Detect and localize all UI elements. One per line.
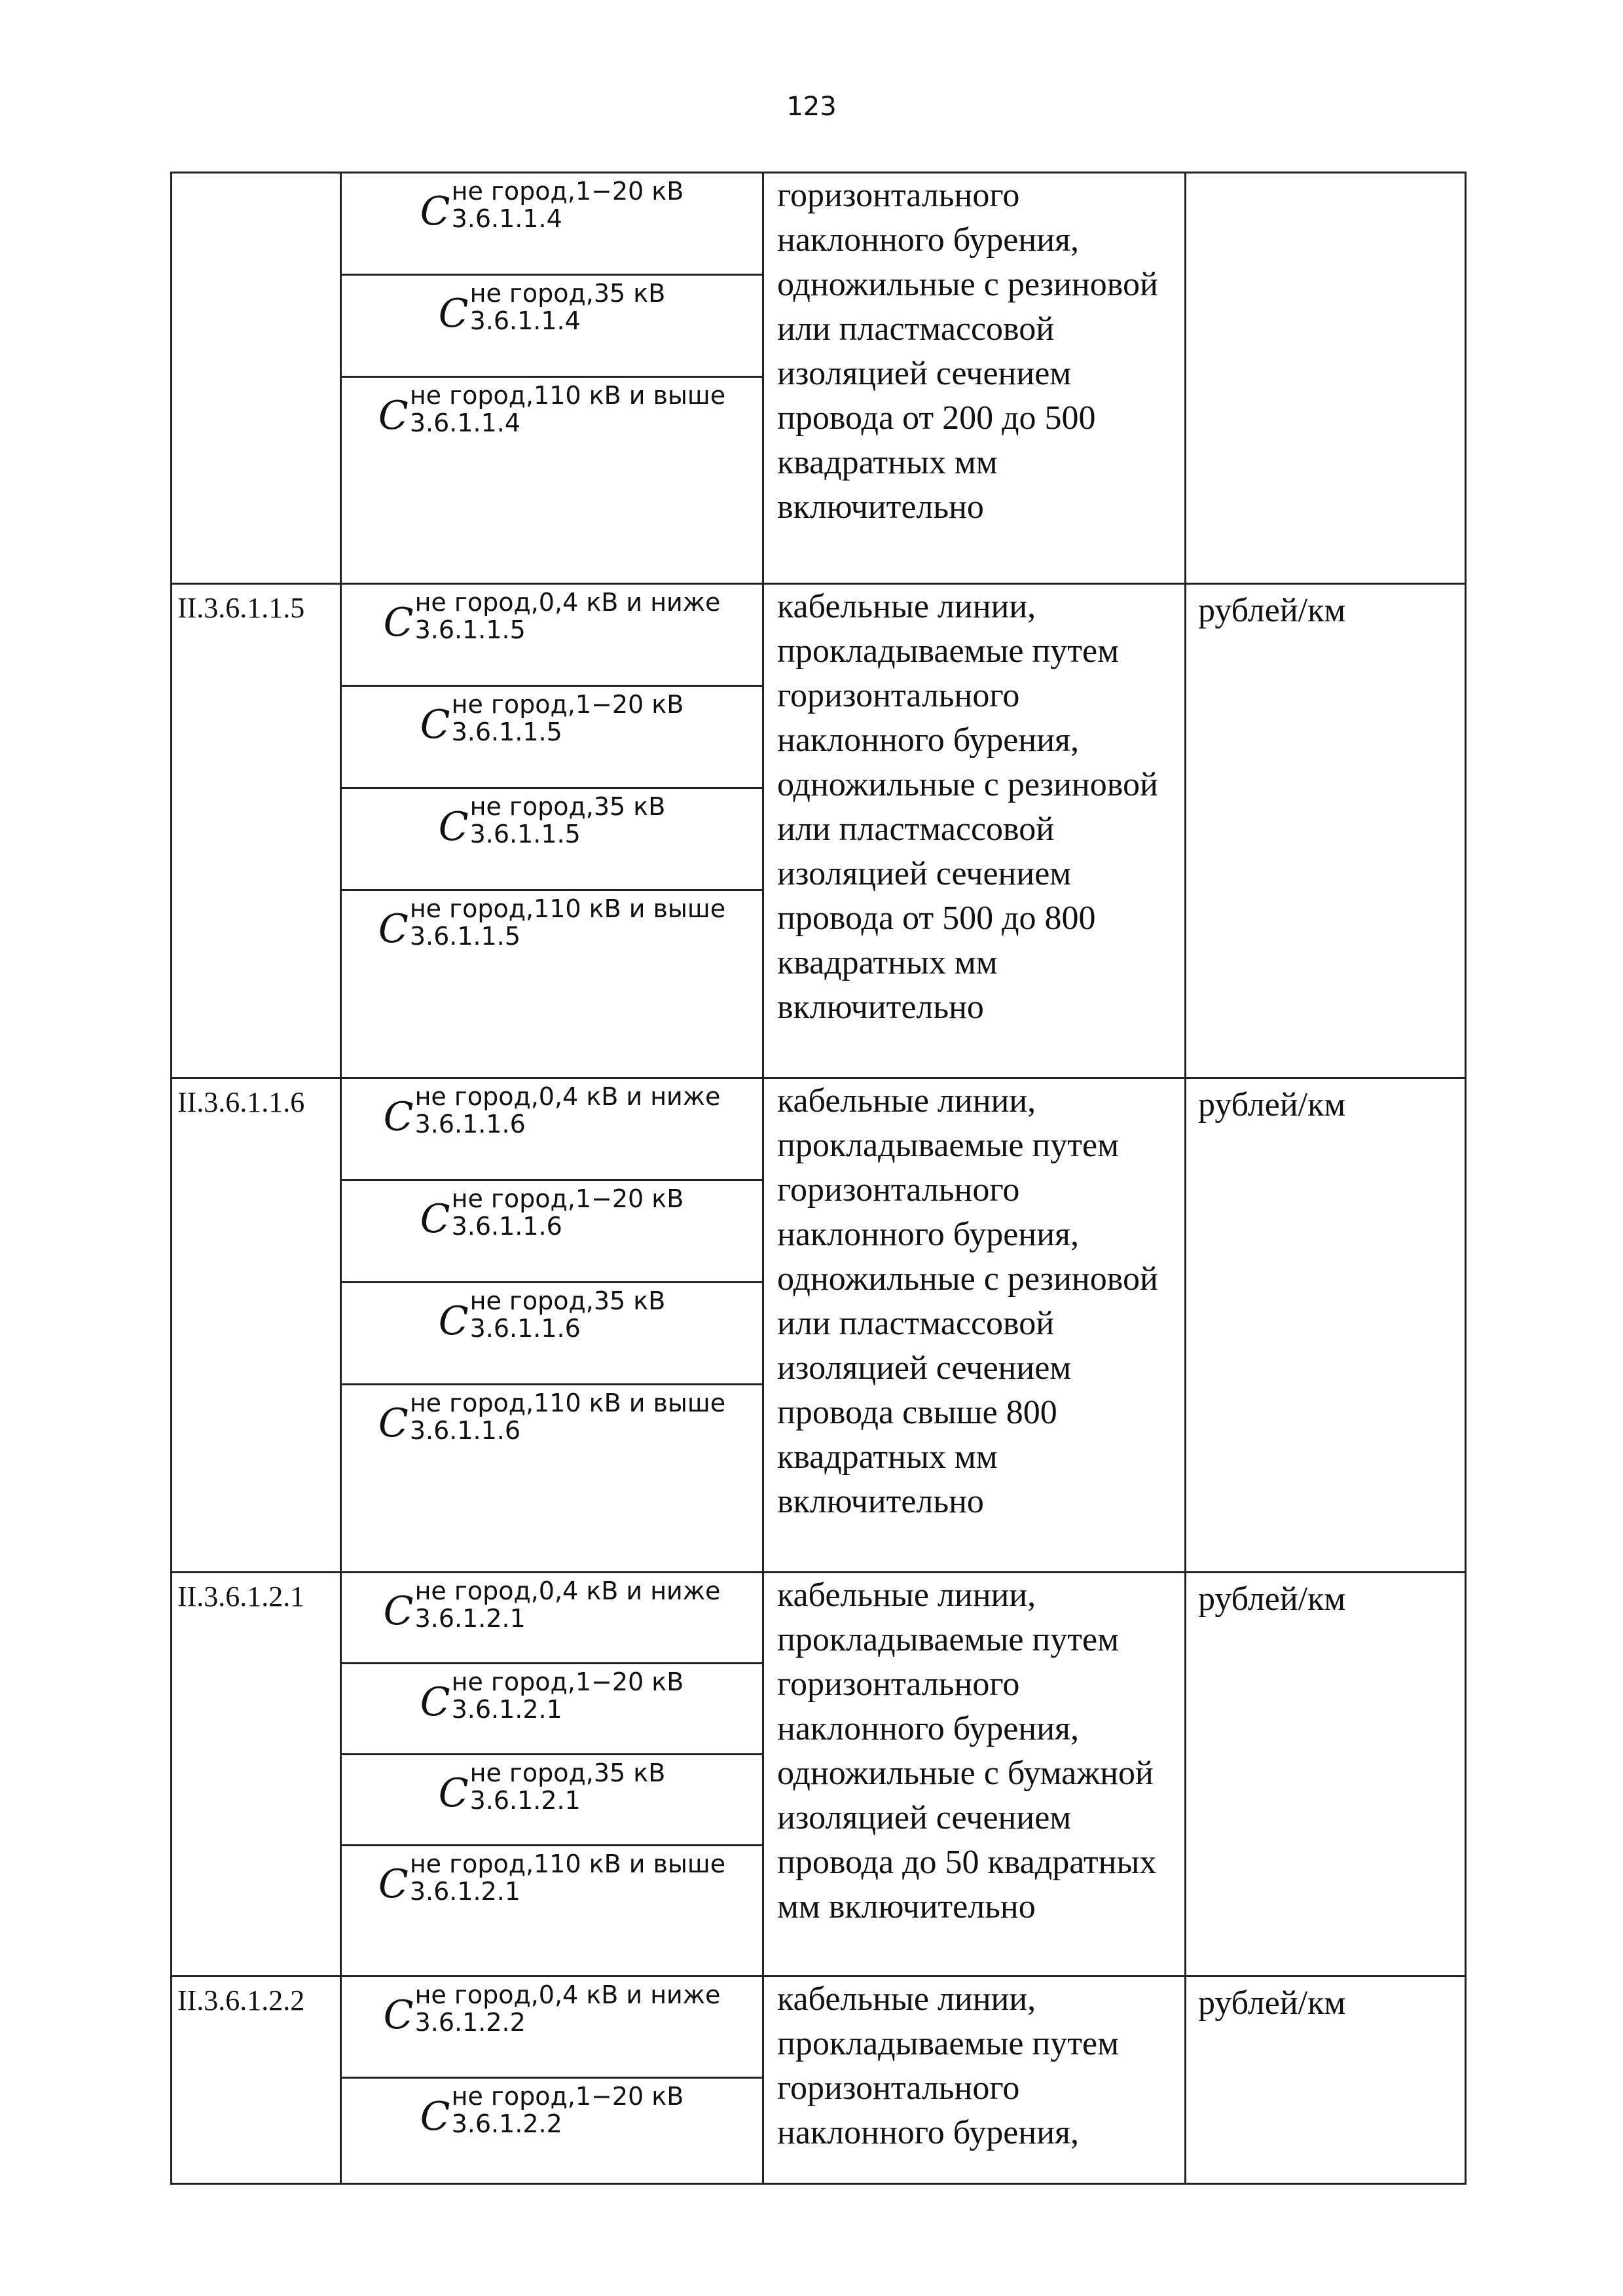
formula-superscript: не город,1−20 кВ <box>451 2082 684 2111</box>
variable-symbol <box>342 1573 762 1664</box>
variable-symbol <box>342 1977 762 2079</box>
variable-symbol <box>342 585 762 687</box>
formula-superscript: не город,35 кВ <box>469 279 666 308</box>
table-row <box>172 584 1466 1078</box>
table-row <box>172 1078 1466 1573</box>
unit-cell <box>1186 1573 1466 1977</box>
row-code <box>172 173 340 180</box>
variable-symbol <box>342 687 762 789</box>
formula <box>384 1977 721 2036</box>
formula-letter: C <box>378 1861 409 1907</box>
formula-letter: C <box>420 2094 450 2140</box>
formula-scripts <box>452 1185 684 1240</box>
row-code: II.3.6.1.2.2 <box>177 1984 305 2016</box>
formula-superscript: не город,0,4 кВ и ниже <box>414 1082 721 1111</box>
table-row <box>172 1573 1466 1977</box>
page-number: 123 <box>786 92 837 122</box>
tariff-table <box>170 172 1467 2185</box>
row-code-cell <box>172 173 341 584</box>
formula-subscript: 3.6.1.2.1 <box>414 1604 526 1633</box>
formula <box>420 1664 684 1723</box>
row-unit <box>1186 173 1465 177</box>
variables-list <box>342 585 762 1077</box>
variable-symbol <box>342 1181 762 1283</box>
formula <box>439 1755 666 1814</box>
formula-superscript: не город,1−20 кВ <box>451 690 684 719</box>
formula-subscript: 3.6.1.1.4 <box>451 204 562 233</box>
unit-cell <box>1186 1078 1466 1573</box>
formula-letter: C <box>420 1679 450 1725</box>
formula-superscript: не город,1−20 кВ <box>451 1184 684 1213</box>
formula-scripts <box>470 1759 666 1814</box>
variable-symbol <box>342 1846 762 1975</box>
formula-letter: C <box>438 1770 469 1816</box>
row-description: кабельные линии, прокладываемые путем горизонтального наклонного бурения, одножильные с бумажной изоляцией сечением провода до 50 квадратных мм включительно <box>777 1576 1157 1925</box>
variable-symbol <box>342 1755 762 1846</box>
formula-subscript: 3.6.1.1.6 <box>414 1110 526 1139</box>
formula <box>439 1283 666 1342</box>
row-description: кабельные линии, прокладываемые путем горизонтального наклонного бурения, <box>777 1980 1120 2151</box>
formula-subscript: 3.6.1.1.4 <box>409 409 521 437</box>
description-cell <box>763 1977 1186 2184</box>
formula-superscript: не город,35 кВ <box>469 1758 666 1787</box>
formula-letter: C <box>383 1588 414 1634</box>
formula-subscript: 3.6.1.2.2 <box>451 2109 562 2138</box>
formula <box>384 585 721 644</box>
formula-letter: C <box>420 702 450 748</box>
formula-scripts <box>410 1850 725 1905</box>
variable-symbol <box>342 378 762 583</box>
description-cell <box>763 1573 1186 1977</box>
unit-cell <box>1186 1977 1466 2184</box>
formula <box>439 276 666 335</box>
formula-scripts <box>452 691 684 746</box>
row-code: II.3.6.1.2.1 <box>177 1580 305 1613</box>
variables-list <box>342 1573 762 1975</box>
formula-subscript: 3.6.1.1.6 <box>409 1416 521 1445</box>
table-row <box>172 1977 1466 2184</box>
formula-subscript: 3.6.1.1.5 <box>409 922 521 951</box>
formula-letter: C <box>420 1196 450 1242</box>
formula-subscript: 3.6.1.1.6 <box>469 1314 581 1343</box>
row-description: кабельные линии, прокладываемые путем горизонтального наклонного бурения, одножильные с резиновой или пластмассовой изоляцией сечением провода свыше 800 квадратных мм включительно <box>777 1082 1158 1520</box>
formula-subscript: 3.6.1.2.1 <box>469 1786 581 1815</box>
formula-letter: C <box>438 804 469 850</box>
formula <box>420 1181 684 1240</box>
variable-symbol <box>342 891 762 1077</box>
formula <box>384 1573 721 1632</box>
tariff-table-body <box>172 173 1466 2184</box>
variable-symbol <box>342 1079 762 1181</box>
formula-letter: C <box>438 1298 469 1344</box>
formula-letter: C <box>438 291 469 337</box>
formula-scripts <box>410 382 725 437</box>
formula-superscript: не город,0,4 кВ и ниже <box>414 1980 721 2009</box>
variable-symbol <box>342 2079 762 2183</box>
row-code: II.3.6.1.1.5 <box>177 592 305 624</box>
description-cell <box>763 1078 1186 1573</box>
formula-superscript: не город,1−20 кВ <box>451 177 684 206</box>
row-unit: рублей/км <box>1198 1086 1346 1123</box>
formula <box>420 173 684 232</box>
formula <box>439 789 666 848</box>
variable-symbol <box>342 1385 762 1571</box>
row-description: кабельные линии, прокладываемые путем горизонтального наклонного бурения, одножильные с резиновой или пластмассовой изоляцией сечением провода от 500 до 800 квадратных мм включительно <box>777 588 1158 1026</box>
formula-scripts <box>415 1083 721 1138</box>
formula-superscript: не город,0,4 кВ и ниже <box>414 588 721 617</box>
variables-cell <box>341 1078 763 1573</box>
description-cell <box>763 584 1186 1078</box>
formula <box>384 1079 721 1138</box>
variable-symbol <box>342 173 762 276</box>
variables-cell <box>341 584 763 1078</box>
formula-superscript: не город,110 кВ и выше <box>409 1850 726 1878</box>
formula-scripts <box>410 1389 725 1444</box>
row-code-cell <box>172 1977 341 2184</box>
unit-cell <box>1186 584 1466 1078</box>
formula-subscript: 3.6.1.1.5 <box>469 820 581 848</box>
formula-scripts <box>415 1577 721 1632</box>
formula <box>378 1385 725 1444</box>
formula-subscript: 3.6.1.1.6 <box>451 1212 562 1241</box>
variable-symbol <box>342 789 762 891</box>
formula-subscript: 3.6.1.1.5 <box>451 718 562 746</box>
formula-scripts <box>470 793 666 848</box>
formula-superscript: не город,35 кВ <box>469 1286 666 1315</box>
formula-superscript: не город,110 кВ и выше <box>409 894 726 923</box>
formula-scripts <box>410 895 725 950</box>
row-code-cell <box>172 1078 341 1573</box>
variable-symbol <box>342 1283 762 1385</box>
formula <box>420 687 684 746</box>
formula-superscript: не город,110 кВ и выше <box>409 381 726 410</box>
variable-symbol <box>342 276 762 378</box>
formula-superscript: не город,110 кВ и выше <box>409 1389 726 1417</box>
formula <box>378 891 725 950</box>
formula-subscript: 3.6.1.2.1 <box>451 1695 562 1724</box>
formula-scripts <box>452 177 684 232</box>
formula-letter: C <box>383 600 414 646</box>
formula <box>420 2079 684 2138</box>
formula-scripts <box>470 280 666 335</box>
formula-letter: C <box>378 1400 409 1446</box>
formula-scripts <box>415 589 721 644</box>
variables-cell <box>341 173 763 584</box>
formula-subscript: 3.6.1.1.4 <box>469 306 581 335</box>
unit-cell <box>1186 173 1466 584</box>
formula-subscript: 3.6.1.2.1 <box>409 1877 521 1906</box>
variables-cell <box>341 1977 763 2184</box>
formula-letter: C <box>420 189 450 234</box>
formula-letter: C <box>378 393 409 439</box>
variables-cell <box>341 1573 763 1977</box>
variables-list <box>342 1977 762 2183</box>
formula-subscript: 3.6.1.2.2 <box>414 2008 526 2037</box>
formula-scripts <box>470 1287 666 1342</box>
formula-letter: C <box>383 1992 414 2038</box>
table-row <box>172 173 1466 584</box>
variables-list <box>342 173 762 583</box>
formula-subscript: 3.6.1.1.5 <box>414 615 526 644</box>
row-code: II.3.6.1.1.6 <box>177 1086 305 1118</box>
formula <box>378 378 725 437</box>
formula-scripts <box>415 1981 721 2036</box>
formula-letter: C <box>378 906 409 952</box>
row-code-cell <box>172 584 341 1078</box>
formula-letter: C <box>383 1094 414 1140</box>
formula-superscript: не город,1−20 кВ <box>451 1667 684 1696</box>
row-unit: рублей/км <box>1198 1580 1346 1618</box>
formula <box>378 1846 725 1905</box>
variables-list <box>342 1079 762 1571</box>
row-unit: рублей/км <box>1198 1984 1346 2022</box>
formula-superscript: не город,0,4 кВ и ниже <box>414 1576 721 1605</box>
row-code-cell <box>172 1573 341 1977</box>
row-unit: рублей/км <box>1198 592 1346 629</box>
row-description: горизонтального наклонного бурения, одножильные с резиновой или пластмассовой изоляцией сечением провода от 200 до 500 квадратных мм включительно <box>777 177 1158 526</box>
formula-scripts <box>452 2083 684 2138</box>
description-cell <box>763 173 1186 584</box>
formula-superscript: не город,35 кВ <box>469 792 666 821</box>
variable-symbol <box>342 1664 762 1755</box>
formula-scripts <box>452 1668 684 1723</box>
